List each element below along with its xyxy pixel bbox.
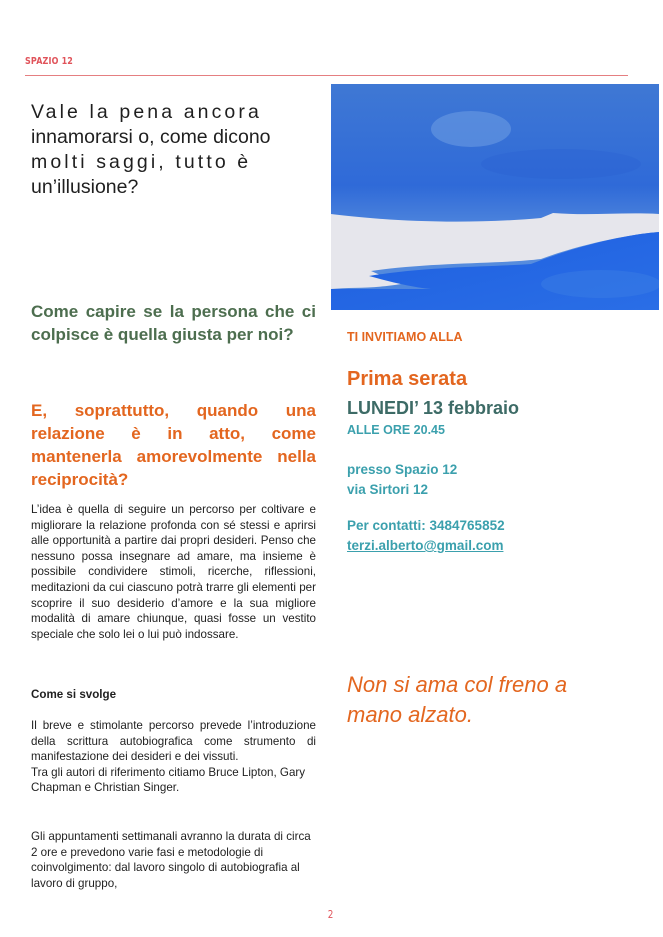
question-green: Come capire se la persona che ci colpisce è quella giusta per noi? <box>31 302 316 344</box>
schedule-paragraph: Gli appuntamenti settimanali avranno la durata di circa 2 ore e prevedono varie fasi e metodologie di coinvolgimento: dal lavoro singolo di autobiografia al lavoro di gruppo, <box>31 830 311 890</box>
authors-text: Tra gli autori di riferimento citiamo Bruce Lipton, Gary Chapman e Christian Singer. <box>31 765 306 795</box>
lead-line-1: Vale la pena ancora <box>31 101 262 123</box>
closing-quote <box>347 670 647 730</box>
event-title: Prima serata <box>347 368 468 390</box>
contact-email-link[interactable]: terzi.alberto@gmail.com <box>347 538 504 553</box>
header-divider <box>25 75 628 76</box>
venue-name: presso Spazio 12 <box>347 462 458 477</box>
venue-address: via Sirtori 12 <box>347 482 429 497</box>
event-venue <box>347 460 457 500</box>
lead-question <box>31 100 316 200</box>
method-paragraph <box>31 718 316 796</box>
lead-line-2: innamorarsi o, come dicono <box>31 126 271 148</box>
header-label: SPAZIO 12 <box>25 56 74 67</box>
method-text: Il breve e stimolante percorso prevede l’introduzione della scrittura autobiografica come strumento di manifestazione dei desideri e dei vissuti. <box>31 719 316 764</box>
intro-paragraph: L’idea è quella di seguire un percorso per coltivare e migliorare la relazione profonda con sé stessi e aprirsi alle opportunità a partire dai propri desideri. Penso che nessuno possa insegnare ad amare, ma insieme è possibile condividere stimoli, ricerche, riflessioni, meditazioni da cui ciascuno potrà trarre gli elementi per scoprire il suo desiderio d’amore e la sua migliore modalità di amare chiunque, quasi fosse un vestito speciale che solo lei o lui può indossare. <box>31 503 316 641</box>
lead-line-4: un’illusione? <box>31 176 139 198</box>
watercolor-image <box>331 84 659 310</box>
section-heading: Come si svolge <box>31 688 117 701</box>
event-contacts <box>347 516 505 556</box>
invite-label: TI INVITIAMO ALLA <box>347 330 463 344</box>
lead-line-3: molti saggi, tutto è <box>31 151 252 173</box>
event-time: ALLE ORE 20.45 <box>347 423 445 437</box>
event-date: LUNEDI’ 13 febbraio <box>347 398 520 418</box>
quote-line-2: mano alzato. <box>347 702 473 727</box>
question-orange: E, soprattutto, quando una relazione è in atto, come mantenerla amorevolmente nella reciprocità? <box>31 401 316 489</box>
contact-phone: Per contatti: 3484765852 <box>347 518 505 533</box>
quote-line-1: Non si ama col freno a <box>347 672 568 697</box>
page-number: 2 <box>327 908 334 921</box>
